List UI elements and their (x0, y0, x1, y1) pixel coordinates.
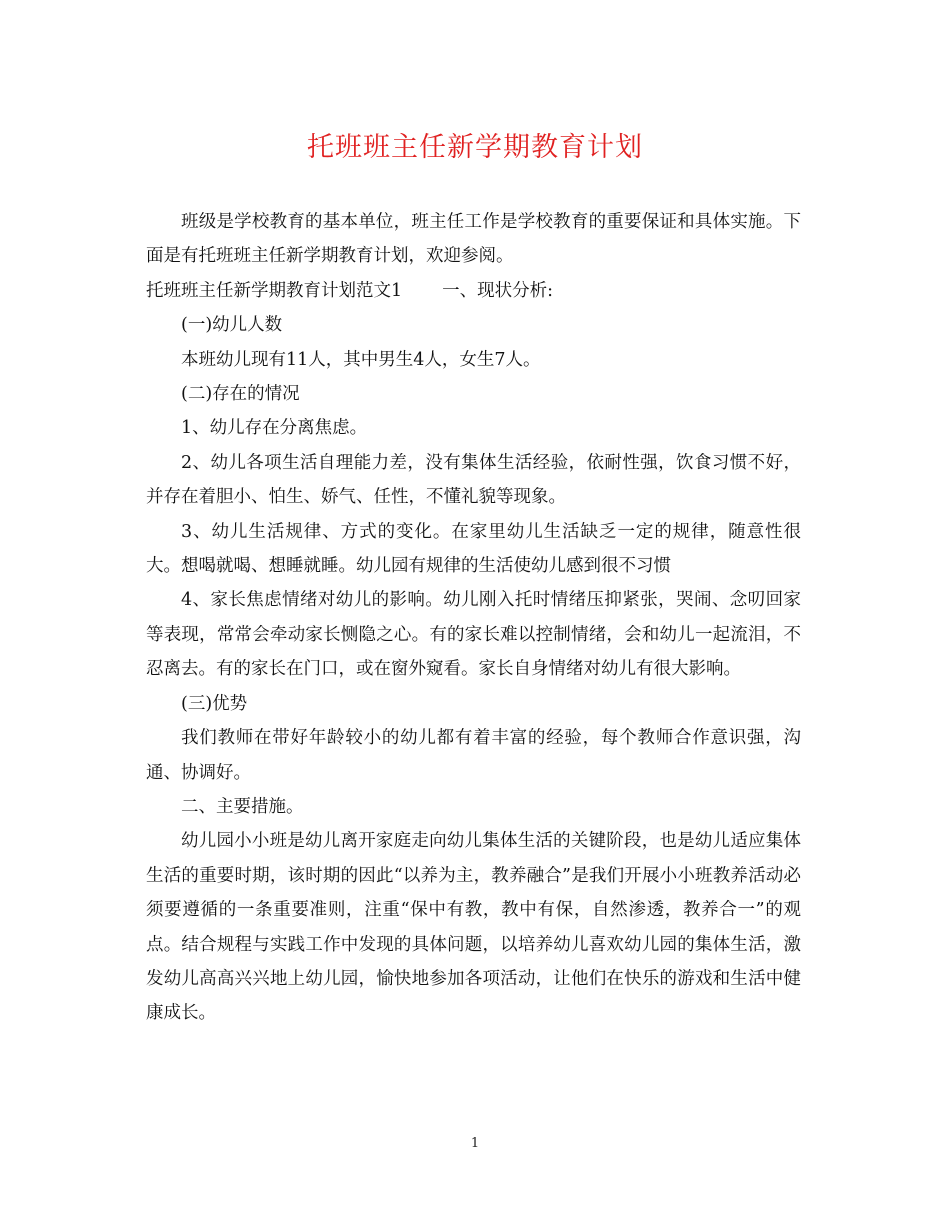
sub1-text: 本班幼儿现有11人，其中男生4人，女生7人。 (181, 349, 541, 370)
sub3-heading: (三)优势 (181, 693, 248, 714)
sample-heading-line (146, 274, 801, 308)
section1-heading: 一、现状分析: (442, 280, 554, 301)
section2-heading: 二、主要措施。 (181, 796, 304, 817)
sample-heading: 托班班主任新学期教育计划范文1 (146, 280, 403, 301)
section2-text: 幼儿园小小班是幼儿离开家庭走向幼儿集体生活的关键阶段，也是幼儿适应集体生活的重要时期，该时期的因此“以养为主，教养融合”是我们开展小小班教养活动必须要遵循的一条重要准则，注重“保中有教，教中有保，自然渗透，教养合一”的观点。结合规程与实践工作中发现的具体问题，以培养幼儿喜欢幼儿园的集体生活，激发幼儿高高兴兴地上幼儿园，愉快地参加各项活动，让他们在快乐的游戏和生活中健康成长。 (146, 831, 801, 1024)
sub1-heading: (一)幼儿人数 (181, 315, 283, 336)
sub3-text: 我们教师在带好年龄较小的幼儿都有着丰富的经验，每个教师合作意识强，沟通、协调好。 (146, 728, 801, 783)
item-3: 3、幼儿生活规律、方式的变化。在家里幼儿生活缺乏一定的规律，随意性很大。想喝就喝、想睡就睡。幼儿园有规律的生活使幼儿感到很不习惯 (146, 521, 801, 577)
page-number: 1 (470, 1136, 480, 1151)
intro-paragraph: 班级是学校教育的基本单位，班主任工作是学校教育的重要保证和具体实施。下面是有托班班主任新学期教育计划，欢迎参阅。 (146, 212, 801, 267)
item-1: 1、幼儿存在分离焦虑。 (181, 418, 368, 439)
item-4: 4、家长焦虑情绪对幼儿的影响。幼儿刚入托时情绪压抑紧张，哭闹、念叨回家等表现，常常会牵动家长恻隐之心。有的家长难以控制情绪，会和幼儿一起流泪，不忍离去。有的家长在门口，或在窗外窥看。家长自身情绪对幼儿有很大影响。 (146, 590, 801, 680)
sub2-heading: (二)存在的情况 (181, 384, 300, 405)
item-2: 2、幼儿各项生活自理能力差，没有集体生活经验，依耐性强，饮食习惯不好，并存在着胆小、怕生、娇气、任性，不懂礼貌等现象。 (146, 452, 801, 508)
document-title: 托班班主任新学期教育计划 (307, 132, 643, 163)
document-body (146, 205, 801, 1031)
